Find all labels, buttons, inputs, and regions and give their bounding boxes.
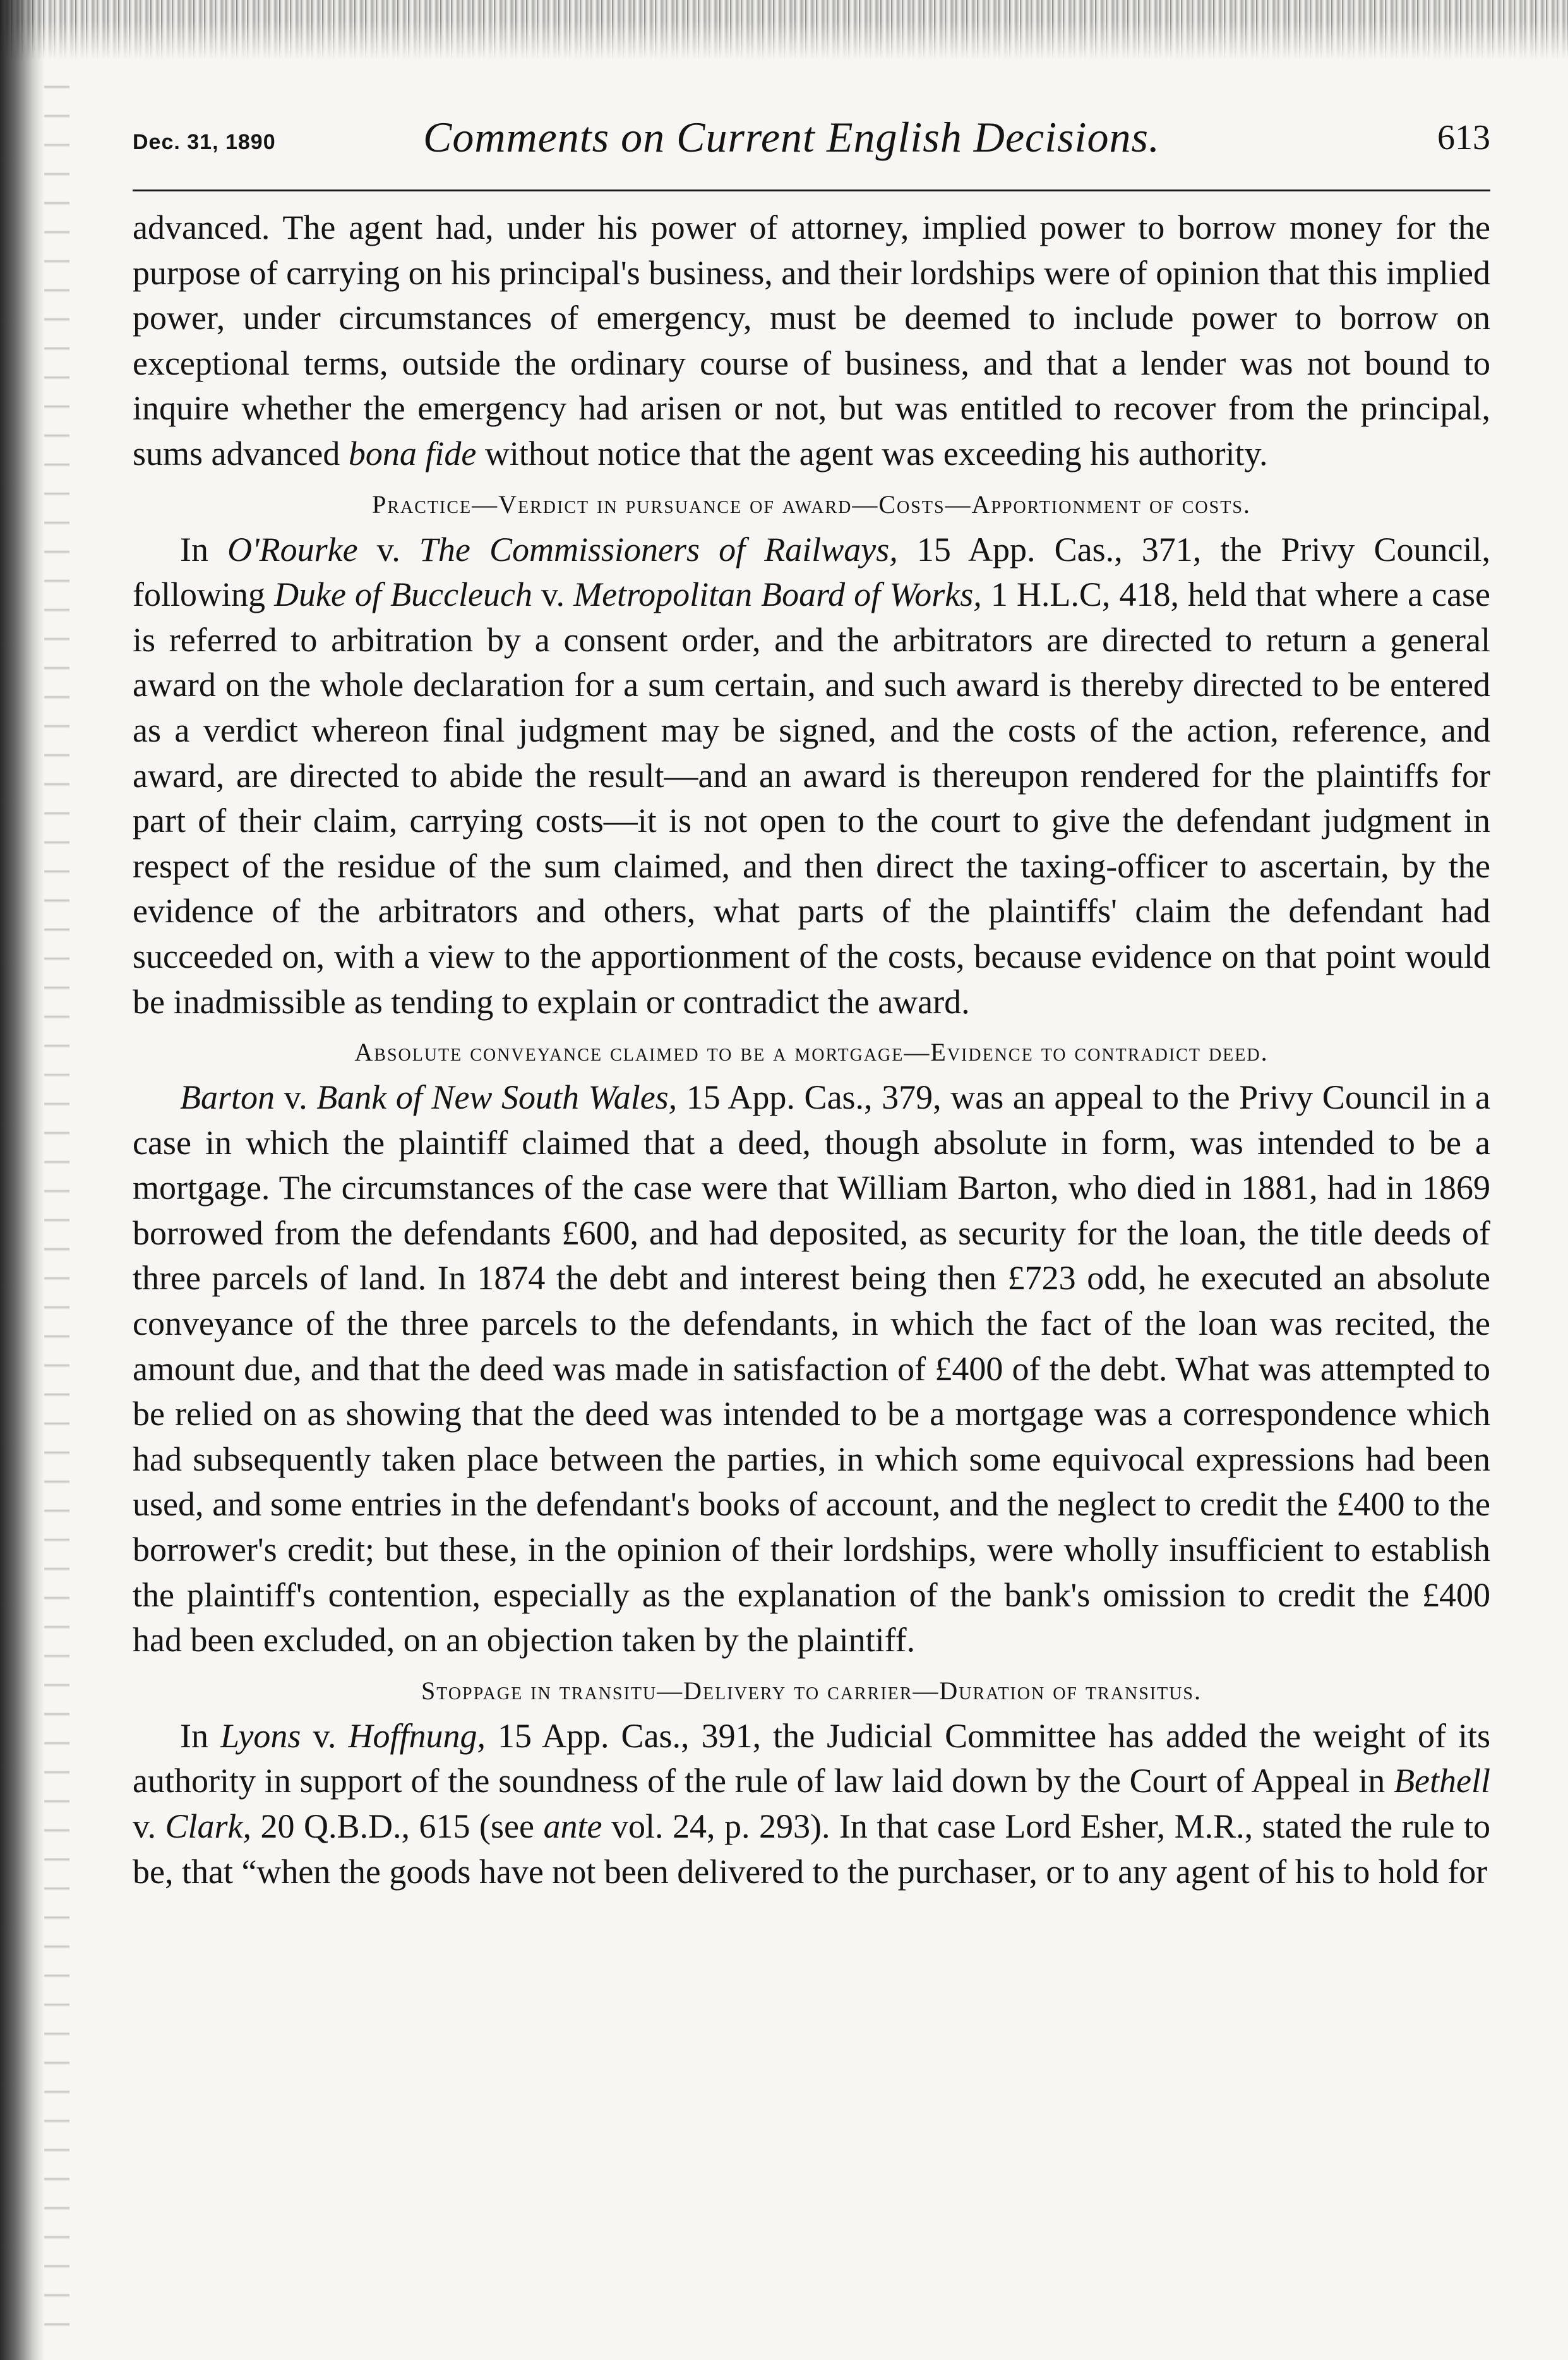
- page-number: 613: [1437, 118, 1490, 157]
- italic-run: ante: [543, 1807, 602, 1845]
- paragraph-continuation: [133, 205, 1490, 477]
- section-heading-stoppage: Stoppage in transitu—Delivery to carrier—Duration of transitus.: [421, 1676, 1202, 1705]
- page-header: [133, 112, 1490, 169]
- section-heading-conveyance: Absolute conveyance claimed to be a mortgage—Evidence to contradict deed.: [354, 1038, 1269, 1067]
- text-run: 15 App. Cas., 371, the Privy Council, following: [133, 530, 1491, 614]
- case-name: The Commissioners of Railways,: [419, 530, 898, 569]
- italic-run: bona fide: [348, 434, 477, 473]
- case-name: O'Rourke: [227, 530, 358, 569]
- text-run: In: [180, 530, 228, 569]
- page-body: [133, 205, 1490, 1894]
- text-run: v.: [275, 1078, 317, 1117]
- section-heading-practice: Practice—Verdict in pursuance of award—Costs—Apportionment of costs.: [372, 490, 1251, 519]
- text-run: advanced. The agent had, under his power of attorney, implied power to borrow money for the purpose of carrying on his principal's business, and their lordships were of opinion that this implied power, under circumstances of emergency, must be deemed to include power to borrow on exceptional terms, outside the ordinary course of business, and that a lender was not bound to inquire whether the emergency had arisen or not, but was entitled to recover from the principal, sums advanced: [133, 208, 1490, 473]
- case-name: Bank of New South Wales,: [316, 1078, 678, 1117]
- case-name: Clark,: [165, 1807, 252, 1845]
- text-run: 15 App. Cas., 379, was an appeal to the Privy Council in a case in which the plaintiff claimed that a deed, though absolute in form, was intended to be a mortgage. The circumstances of the case were that William Barton, who died in 1881, had in 1869 borrowed from the defendants £600, and had deposited, as security for the loan, the title deeds of three parcels of land. In 1874 the debt and interest being then £723 odd, he executed an absolute conveyance of the three parcels to the defendants, in which the fact of the loan was recited, the amount due, and that the deed was made in satisfaction of £400 of the debt. What was attempted to be relied on as showing that the deed was intended to be a mortgage was a correspondence which had subsequently taken place between the parties, in which some equivocal expressions had been used, and some entries in the defendant's books of account, and the neglect to credit the £400 to the borrower's credit; but these, in the opinion of their lordships, were wholly insufficient to establish the plaintiff's contention, especially as the explanation of the bank's omission to credit the £400 had been excluded, on an objection taken by the plaintiff.: [133, 1078, 1490, 1659]
- paragraph-orourke: [133, 527, 1490, 1025]
- scan-left-specks: [44, 60, 69, 2334]
- text-run: v.: [532, 575, 574, 614]
- text-run: 20 Q.B.D., 615 (see: [251, 1807, 544, 1845]
- text-run: vol. 24, p. 293). In that case Lord Esher, M.R., stated the rule to be, that “when the goods have not been delivered to the purchaser, or to any agent of his to hold for: [133, 1807, 1490, 1891]
- header-rule: [133, 190, 1490, 191]
- scan-edge-shadow: [0, 0, 44, 2360]
- case-name: Metropolitan Board of Works,: [573, 575, 982, 614]
- case-name: Barton: [180, 1078, 275, 1117]
- case-name: Lyons: [220, 1716, 301, 1755]
- case-name: Hoffnung,: [348, 1716, 486, 1755]
- text-run: v.: [301, 1716, 349, 1755]
- text-run: v.: [133, 1807, 165, 1845]
- text-run: without notice that the agent was exceeding his authority.: [476, 434, 1268, 473]
- running-title: Comments on Current English Decisions.: [423, 113, 1160, 161]
- paragraph-lyons: [133, 1714, 1490, 1894]
- text-run: In: [180, 1716, 221, 1755]
- scan-top-noise: [0, 0, 1568, 60]
- case-name: Bethell: [1394, 1762, 1490, 1800]
- text-run: 1 H.L.C, 418, held that where a case is referred to arbitration by a consent order, and the arbitrators are directed to return a general award on the whole declaration for a sum certain, and such award is thereby directed to be entered as a verdict whereon final judgment may be signed, and the costs of the action, reference, and award, are directed to abide the result—and an award is thereupon rendered for the plaintiffs for part of their claim, carrying costs—it is not open to the court to give the defendant judgment in respect of the residue of the sum claimed, and then direct the taxing-officer to ascertain, by the evidence of the arbitrators and others, what parts of the plaintiffs' claim the defendant had succeeded on, with a view to the apportionment of the costs, because evidence on that point would be inadmissible as tending to explain or contradict the award.: [133, 575, 1491, 1021]
- text-run: 15 App. Cas., 391, the Judicial Committee has added the weight of its authority in support of the soundness of the rule of law laid down by the Court of Appeal in: [133, 1716, 1491, 1800]
- text-run: v.: [357, 530, 419, 569]
- paragraph-barton: [133, 1075, 1490, 1663]
- case-name: Duke of Buccleuch: [274, 575, 532, 614]
- header-date: Dec. 31, 1890: [133, 130, 276, 154]
